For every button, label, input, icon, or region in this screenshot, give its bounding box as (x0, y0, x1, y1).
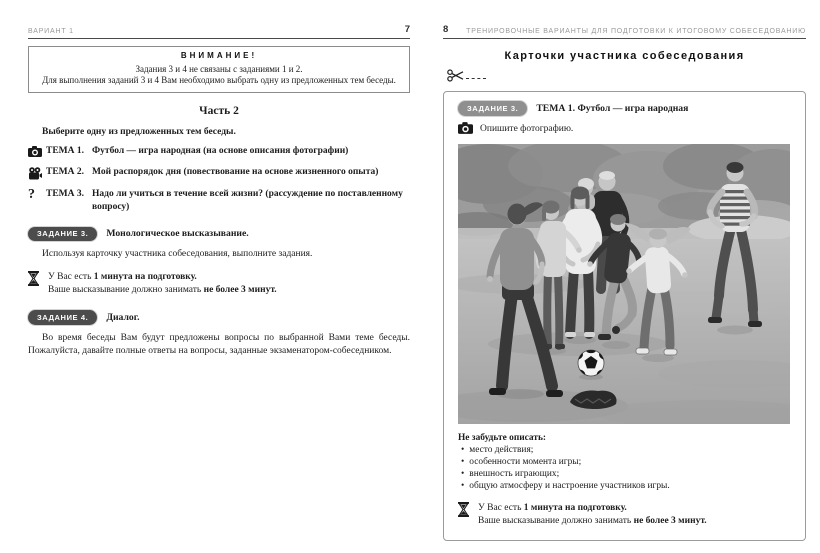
timer-note (458, 502, 791, 529)
question-mark-icon: ? (28, 187, 35, 203)
section-title: Карточки участника собеседования (504, 50, 745, 62)
cut-line (447, 69, 806, 87)
left-page-number: 7 (404, 24, 410, 35)
attention-line1: Задания 3 и 4 не связаны с заданиями 1 и 2. (135, 63, 303, 74)
movie-camera-icon (28, 166, 46, 180)
timer-text: У Вас есть 1 минута на подготовку. Ваше высказывание должно занимать не более 3 минут. (478, 502, 707, 526)
photo-camera-icon (28, 145, 46, 157)
checklist-title: Не забудьте описать: (458, 432, 547, 443)
right-running-head (443, 24, 806, 39)
attention-title: ВНИМАНИЕ! (180, 51, 258, 60)
timer-line2: Ваше высказывание должно занимать (478, 515, 632, 526)
photo-instruction: Опишите фотографию. (480, 124, 574, 134)
scissors-icon (447, 69, 464, 87)
task4-body: Во время беседы Вам будут предложены вопросы по выбранной Вами теме беседы. Пожалуйста, давайте полные ответы на вопросы, заданные экзаменатором-собеседником. (28, 332, 410, 356)
checklist-item: • общую атмосферу и настроение участников игры. (458, 480, 791, 492)
theme-text: Надо ли учиться в течение всей жизни? (рассуждение по поставленному вопросу) (92, 189, 403, 212)
variant-label: ВАРИАНТ 1 (28, 28, 74, 35)
hourglass-icon (458, 502, 469, 522)
participant-card (443, 91, 806, 541)
left-page (28, 0, 410, 358)
timer-note (28, 271, 410, 298)
theme-row-3 (28, 188, 410, 214)
theme-row-2 (28, 166, 410, 180)
task4-title: Диалог. (106, 311, 140, 323)
timer-text: У Вас есть 1 минута на подготовку. Ваше высказывание должно занимать не более 3 минут. (48, 271, 277, 295)
checklist-item: • место действия; (458, 444, 791, 456)
task3-header (28, 227, 410, 242)
theme-label: ТЕМА 2. (46, 167, 84, 178)
book-title-label: ТРЕНИРОВОЧНЫЕ ВАРИАНТЫ ДЛЯ ПОДГОТОВКИ К ИТОГОВОМУ СОБЕСЕДОВАНИЮ (466, 28, 806, 35)
task3-badge: ЗАДАНИЕ 3. (28, 227, 97, 242)
checklist (458, 432, 791, 493)
photo-instruction-row (458, 122, 791, 137)
checklist-item: • внешность играющих; (458, 468, 791, 480)
hourglass-icon (28, 271, 39, 291)
attention-box (28, 46, 410, 93)
theme-row-1 (28, 145, 410, 158)
card-task-badge: ЗАДАНИЕ 3. (458, 101, 527, 116)
timer-line1: У Вас есть (478, 502, 522, 513)
left-running-head (28, 24, 410, 39)
task3-title: Монологическое высказывание. (106, 228, 249, 240)
checklist-item: • особенности момента игры; (458, 456, 791, 468)
right-page (443, 0, 806, 541)
theme-label: ТЕМА 1. (46, 146, 84, 157)
theme-text: Мой распорядок дня (повествование на основе жизненного опыта) (92, 167, 379, 178)
right-page-number: 8 (443, 24, 449, 35)
card-theme-title: ТЕМА 1. Футбол — игра народная (536, 102, 689, 114)
timer-line1: У Вас есть (48, 271, 92, 282)
task4-header (28, 310, 410, 325)
task3-body: Используя карточку участника собеседования, выполните задания. (42, 249, 313, 260)
intro-text: Выберите одну из предложенных тем беседы. (42, 127, 236, 138)
dashed-cut-mark (466, 78, 486, 79)
part-title: Часть 2 (199, 105, 239, 118)
photo-camera-icon (458, 122, 473, 137)
theme-text: Футбол — игра народная (на основе описания фотографии) (92, 146, 349, 157)
football-photo (458, 144, 790, 424)
task4-badge: ЗАДАНИЕ 4. (28, 310, 97, 325)
theme-label: ТЕМА 3. (46, 189, 84, 200)
attention-line2: Для выполнения заданий 3 и 4 Вам необходимо выбрать одну из предложенных тем беседы. (42, 75, 396, 86)
card-task-header (458, 101, 791, 116)
timer-line2: Ваше высказывание должно занимать (48, 284, 202, 295)
